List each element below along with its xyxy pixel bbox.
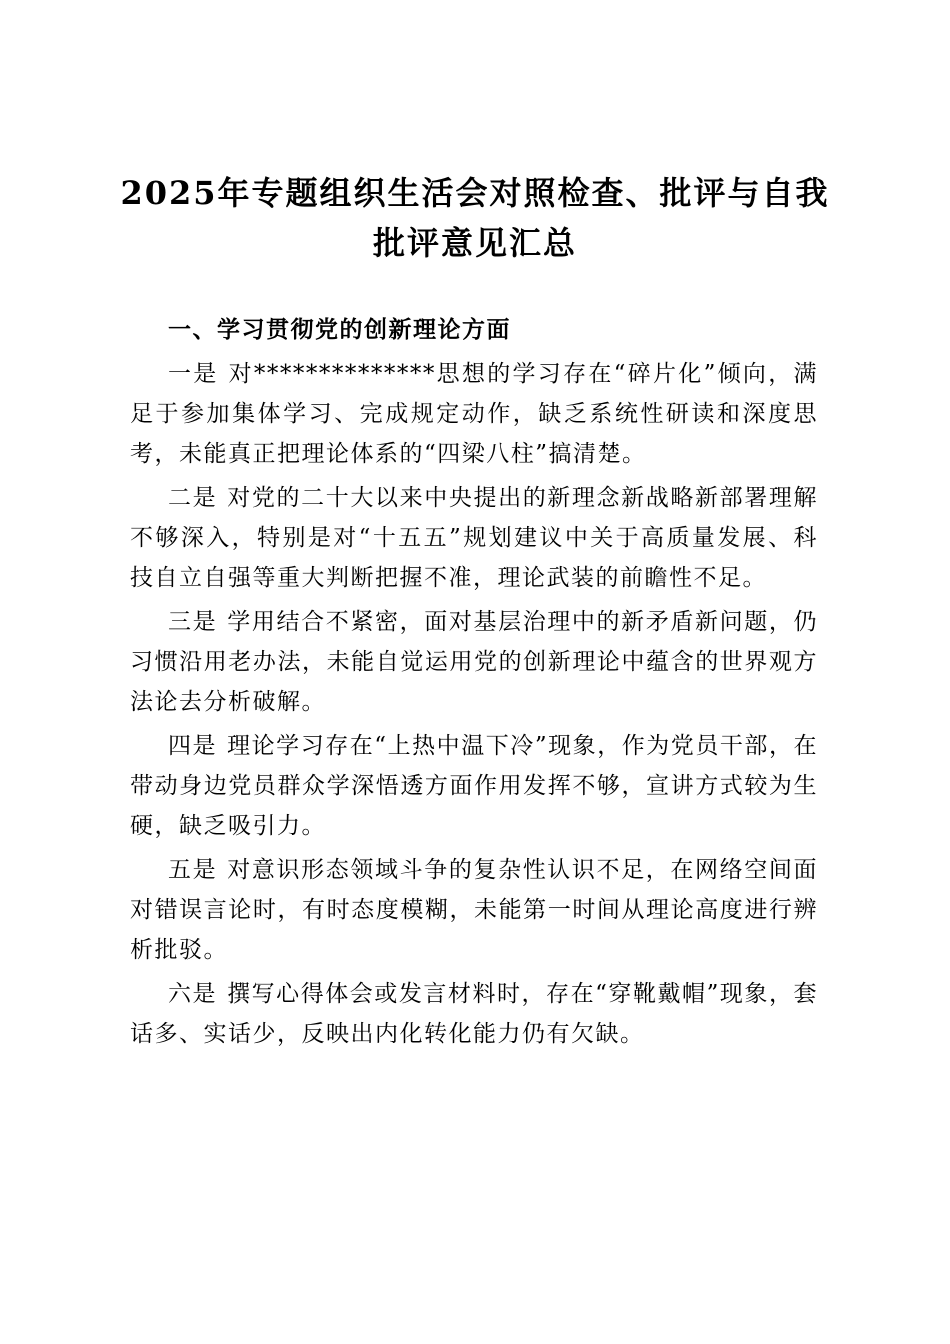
paragraph-lead: 六是 [168, 981, 218, 1007]
paragraph-text: 理论学习存在“上热中温下冷”现象，作为党员干部，在带动身边党员群众学深悟透方面作用发挥不够，宣讲方式较为生硬，缺乏吸引力。 [130, 733, 818, 839]
section-heading: 一、学习贯彻党的创新理论方面 [168, 316, 511, 343]
paragraph-5 [130, 850, 818, 970]
paragraph-text: 撰写心得体会或发言材料时，存在“穿靴戴帽”现象，套话多、实话少，反映出内化转化能力仍有欠缺。 [130, 981, 818, 1047]
paragraph-lead: 一是 [168, 361, 219, 387]
paragraph-lead: 五是 [168, 857, 218, 883]
paragraph-6 [130, 974, 818, 1054]
paragraph-text: 对意识形态领域斗争的复杂性认识不足，在网络空间面对错误言论时，有时态度模糊，未能第一时间从理论高度进行辨析批驳。 [130, 857, 819, 963]
paragraph-3 [130, 602, 818, 722]
paragraph-lead: 三是 [168, 609, 218, 635]
paragraph-lead: 四是 [168, 733, 218, 759]
paragraph-text: 对**************思想的学习存在“碎片化”倾向，满足于参加集体学习、完成规定动作，缺乏系统性研读和深度思考，未能真正把理论体系的“四梁八柱”搞清楚。 [130, 361, 818, 467]
document-body [130, 310, 818, 1054]
paragraph-1 [130, 354, 818, 474]
document-title: 2025年专题组织生活会对照检查、批评与自我批评意见汇总 [120, 174, 830, 262]
paragraph-4 [130, 726, 818, 846]
paragraph-text: 对党的二十大以来中央提出的新理念新战略新部署理解不够深入，特别是对“十五五”规划建议中关于高质量发展、科技自立自强等重大判断把握不准，理论武装的前瞻性不足。 [130, 485, 819, 591]
paragraph-2 [130, 478, 818, 598]
paragraph-text: 学用结合不紧密，面对基层治理中的新矛盾新问题，仍习惯沿用老办法，未能自觉运用党的创新理论中蕴含的世界观方法论去分析破解。 [130, 609, 819, 715]
paragraph-lead: 二是 [168, 485, 218, 511]
